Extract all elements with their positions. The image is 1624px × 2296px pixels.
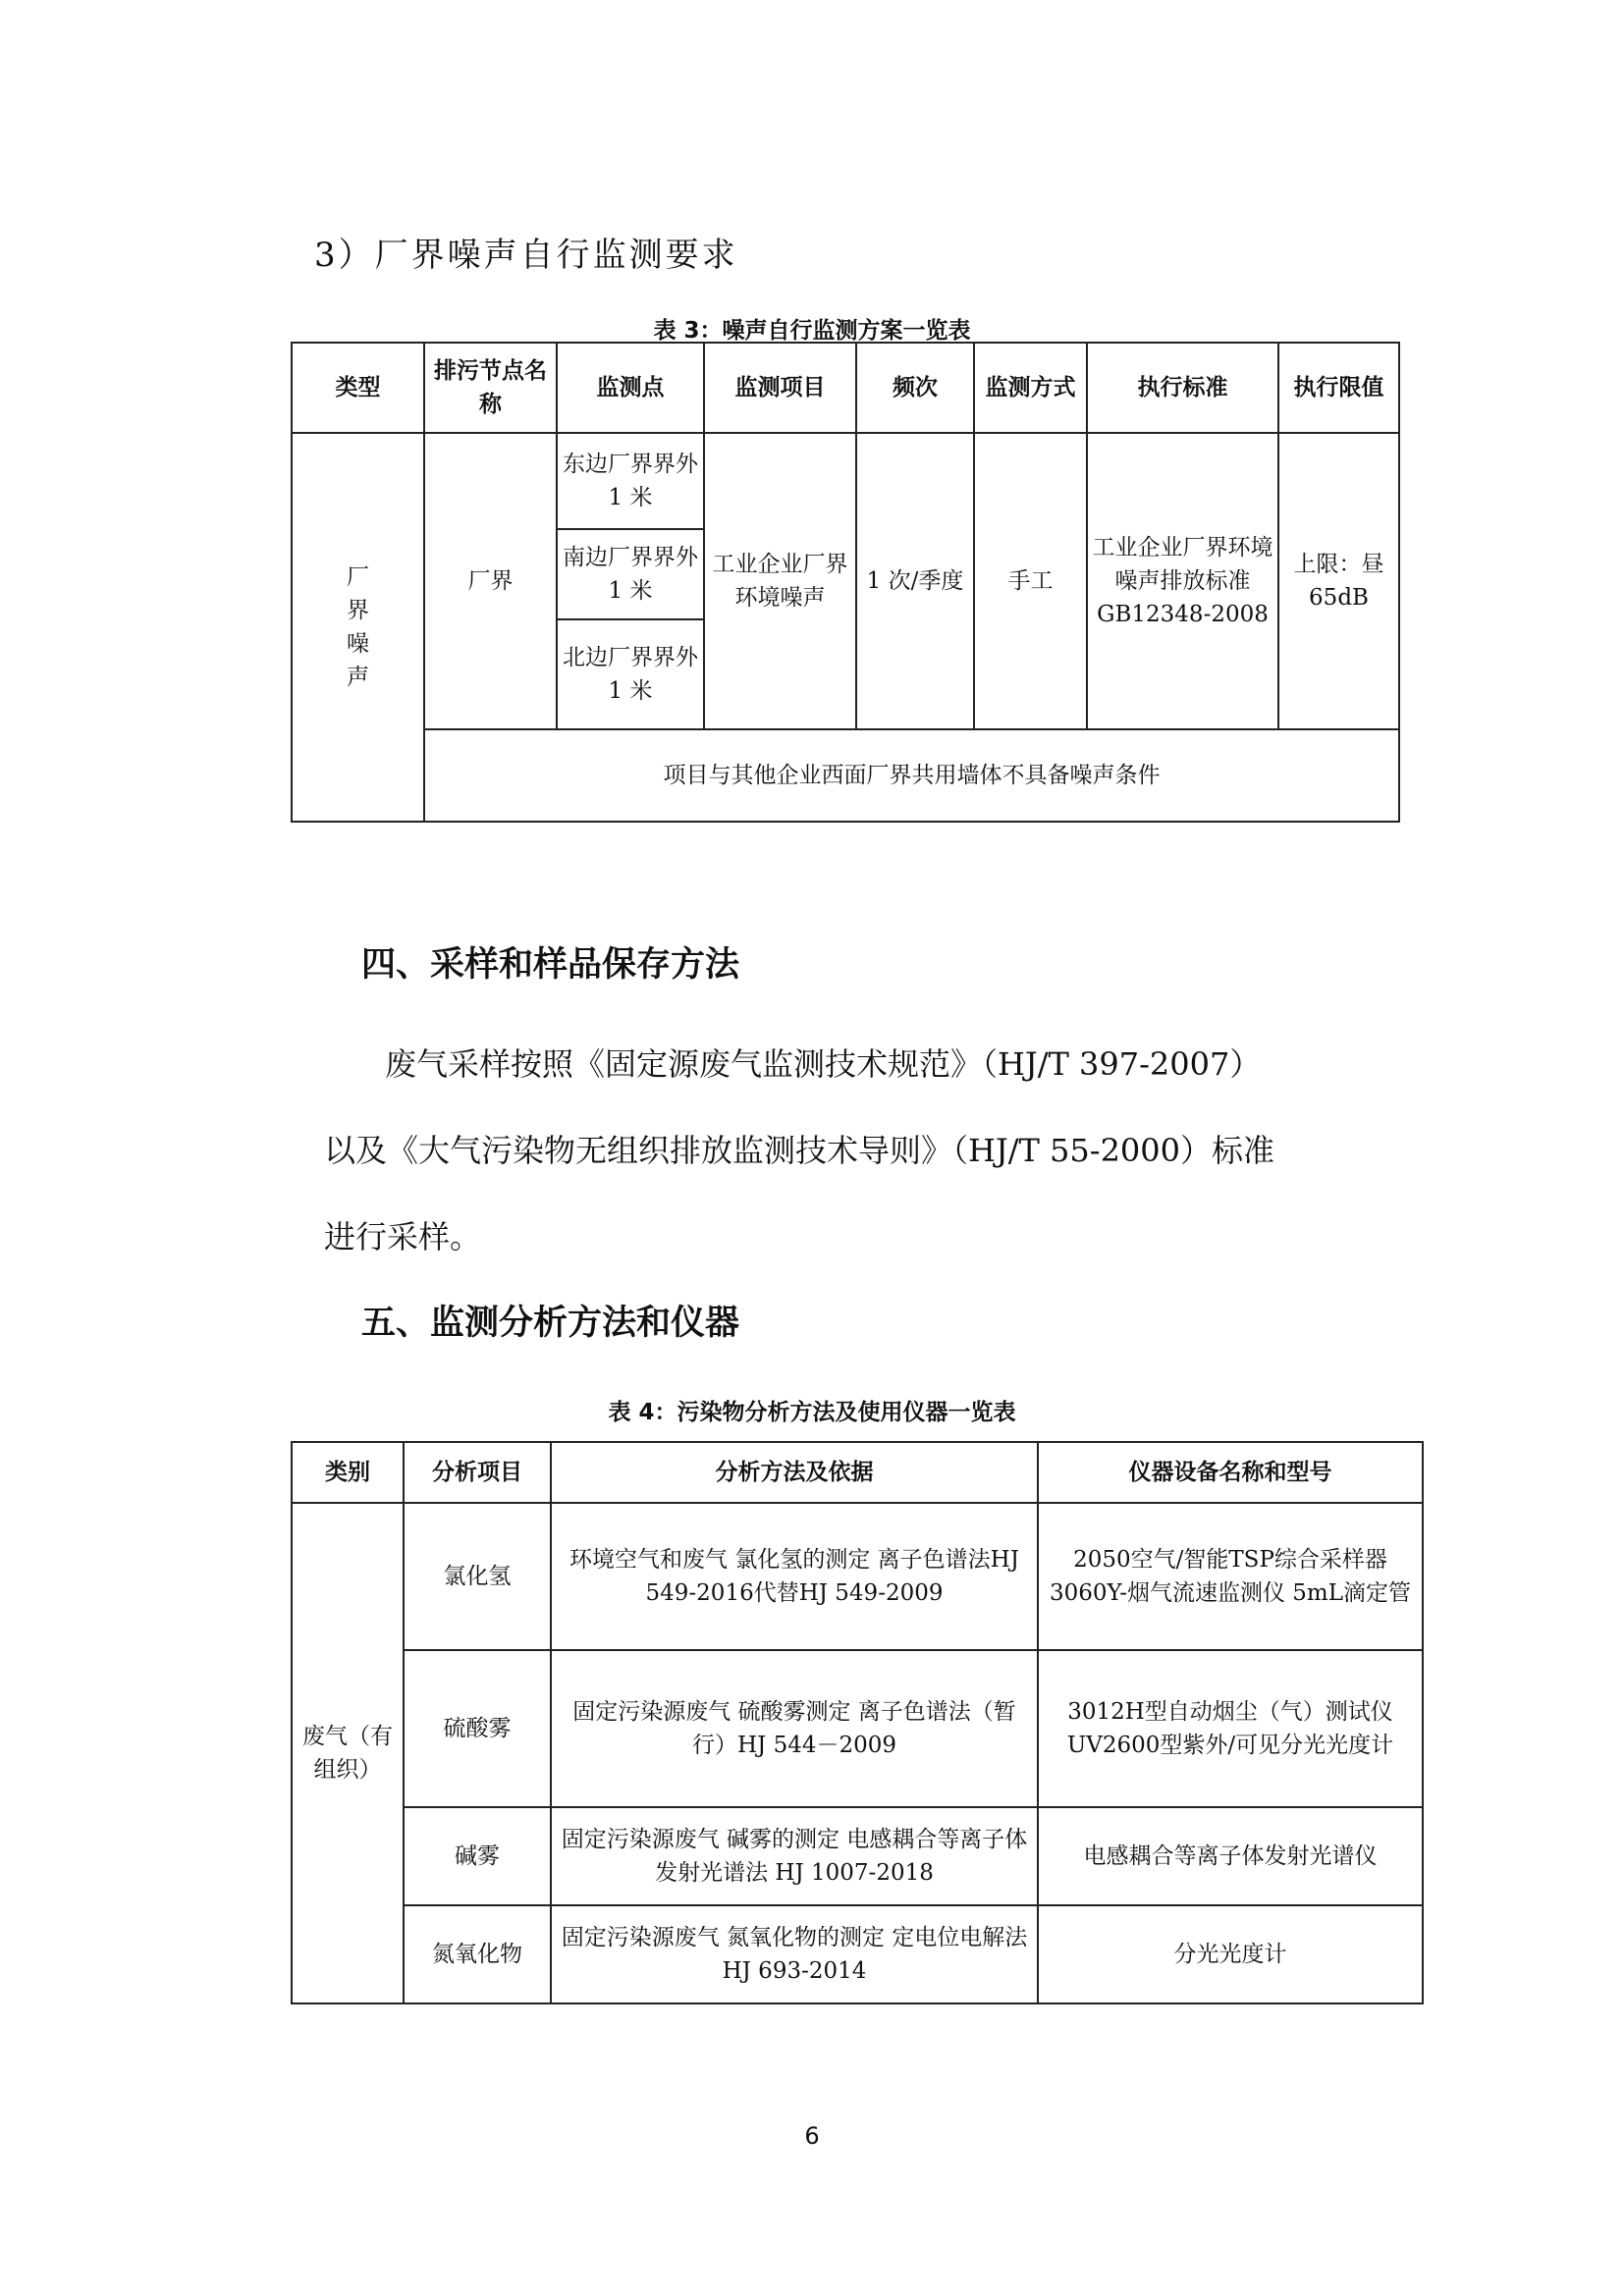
cell-node: 厂界 bbox=[424, 433, 557, 729]
table3-caption: 表 3：噪声自行监测方案一览表 bbox=[653, 318, 971, 344]
section-heading-4: 四、采样和样品保存方法 bbox=[361, 945, 740, 985]
cell-limit: 上限：昼 65dB bbox=[1278, 433, 1399, 729]
cell-instrument: 2050空气/智能TSP综合采样器 3060Y-烟气流速监测仪 5mL滴定管 bbox=[1038, 1503, 1423, 1650]
header-method: 监测方式 bbox=[974, 343, 1087, 433]
header-category: 类别 bbox=[292, 1442, 404, 1503]
header-analysis-method: 分析方法及依据 bbox=[551, 1442, 1038, 1503]
header-standard: 执行标准 bbox=[1087, 343, 1278, 433]
analysis-method-table bbox=[291, 1441, 1424, 2004]
cell-note: 项目与其他企业西面厂界共用墙体不具备噪声条件 bbox=[424, 729, 1399, 822]
cell-analysis-item: 碱雾 bbox=[404, 1807, 551, 1905]
cell-instrument: 电感耦合等离子体发射光谱仪 bbox=[1038, 1807, 1423, 1905]
subsection-title: 3）厂界噪声自行监测要求 bbox=[314, 236, 738, 275]
paragraph-line-1: 废气采样按照《固定源废气监测技术规范》（HJ/T 397-2007） bbox=[385, 1045, 1262, 1083]
cell-analysis-method: 环境空气和废气 氯化氢的测定 离子色谱法HJ 549-2016代替HJ 549-2009 bbox=[551, 1503, 1038, 1650]
page-number: 6 bbox=[804, 2122, 820, 2150]
noise-monitoring-table bbox=[291, 342, 1400, 823]
sampling-paragraph bbox=[324, 1021, 1404, 1280]
cell-analysis-item: 氮氧化物 bbox=[404, 1905, 551, 2003]
header-analysis-item: 分析项目 bbox=[404, 1442, 551, 1503]
cell-point-north: 北边厂界界外 1 米 bbox=[557, 619, 704, 729]
header-frequency: 频次 bbox=[856, 343, 974, 433]
cell-standard: 工业企业厂界环境噪声排放标准 GB12348-2008 bbox=[1087, 433, 1278, 729]
header-limit: 执行限值 bbox=[1278, 343, 1399, 433]
cell-point-east: 东边厂界界外 1 米 bbox=[557, 433, 704, 529]
cell-type bbox=[292, 433, 424, 822]
paragraph-line-2: 以及《大气污染物无组织排放监测技术导则》（HJ/T 55-2000）标准 bbox=[324, 1132, 1275, 1169]
header-point: 监测点 bbox=[557, 343, 704, 433]
cell-analysis-item: 硫酸雾 bbox=[404, 1650, 551, 1807]
section-heading-5: 五、监测分析方法和仪器 bbox=[361, 1304, 740, 1343]
cell-analysis-item: 氯化氢 bbox=[404, 1503, 551, 1650]
cell-instrument: 分光光度计 bbox=[1038, 1905, 1423, 2003]
header-instrument: 仪器设备名称和型号 bbox=[1038, 1442, 1423, 1503]
type-text: 厂界噪声 bbox=[347, 564, 369, 690]
cell-frequency: 1 次/季度 bbox=[856, 433, 974, 729]
cell-method: 手工 bbox=[974, 433, 1087, 729]
cell-analysis-method: 固定污染源废气 硫酸雾测定 离子色谱法（暂行）HJ 544－2009 bbox=[551, 1650, 1038, 1807]
paragraph-line-3: 进行采样。 bbox=[324, 1218, 482, 1255]
cell-instrument: 3012H型自动烟尘（气）测试仪 UV2600型紫外/可见分光光度计 bbox=[1038, 1650, 1423, 1807]
table4-caption: 表 4：污染物分析方法及使用仪器一览表 bbox=[608, 1400, 1016, 1425]
header-item: 监测项目 bbox=[704, 343, 856, 433]
header-node: 排污节点名称 bbox=[424, 343, 557, 433]
cell-analysis-method: 固定污染源废气 氮氧化物的测定 定电位电解法HJ 693-2014 bbox=[551, 1905, 1038, 2003]
cell-category: 废气（有组织） bbox=[292, 1503, 404, 2003]
cell-item: 工业企业厂界环境噪声 bbox=[704, 433, 856, 729]
cell-analysis-method: 固定污染源废气 碱雾的测定 电感耦合等离子体发射光谱法 HJ 1007-2018 bbox=[551, 1807, 1038, 1905]
cell-point-south: 南边厂界界外 1 米 bbox=[557, 529, 704, 619]
header-type: 类型 bbox=[292, 343, 424, 433]
